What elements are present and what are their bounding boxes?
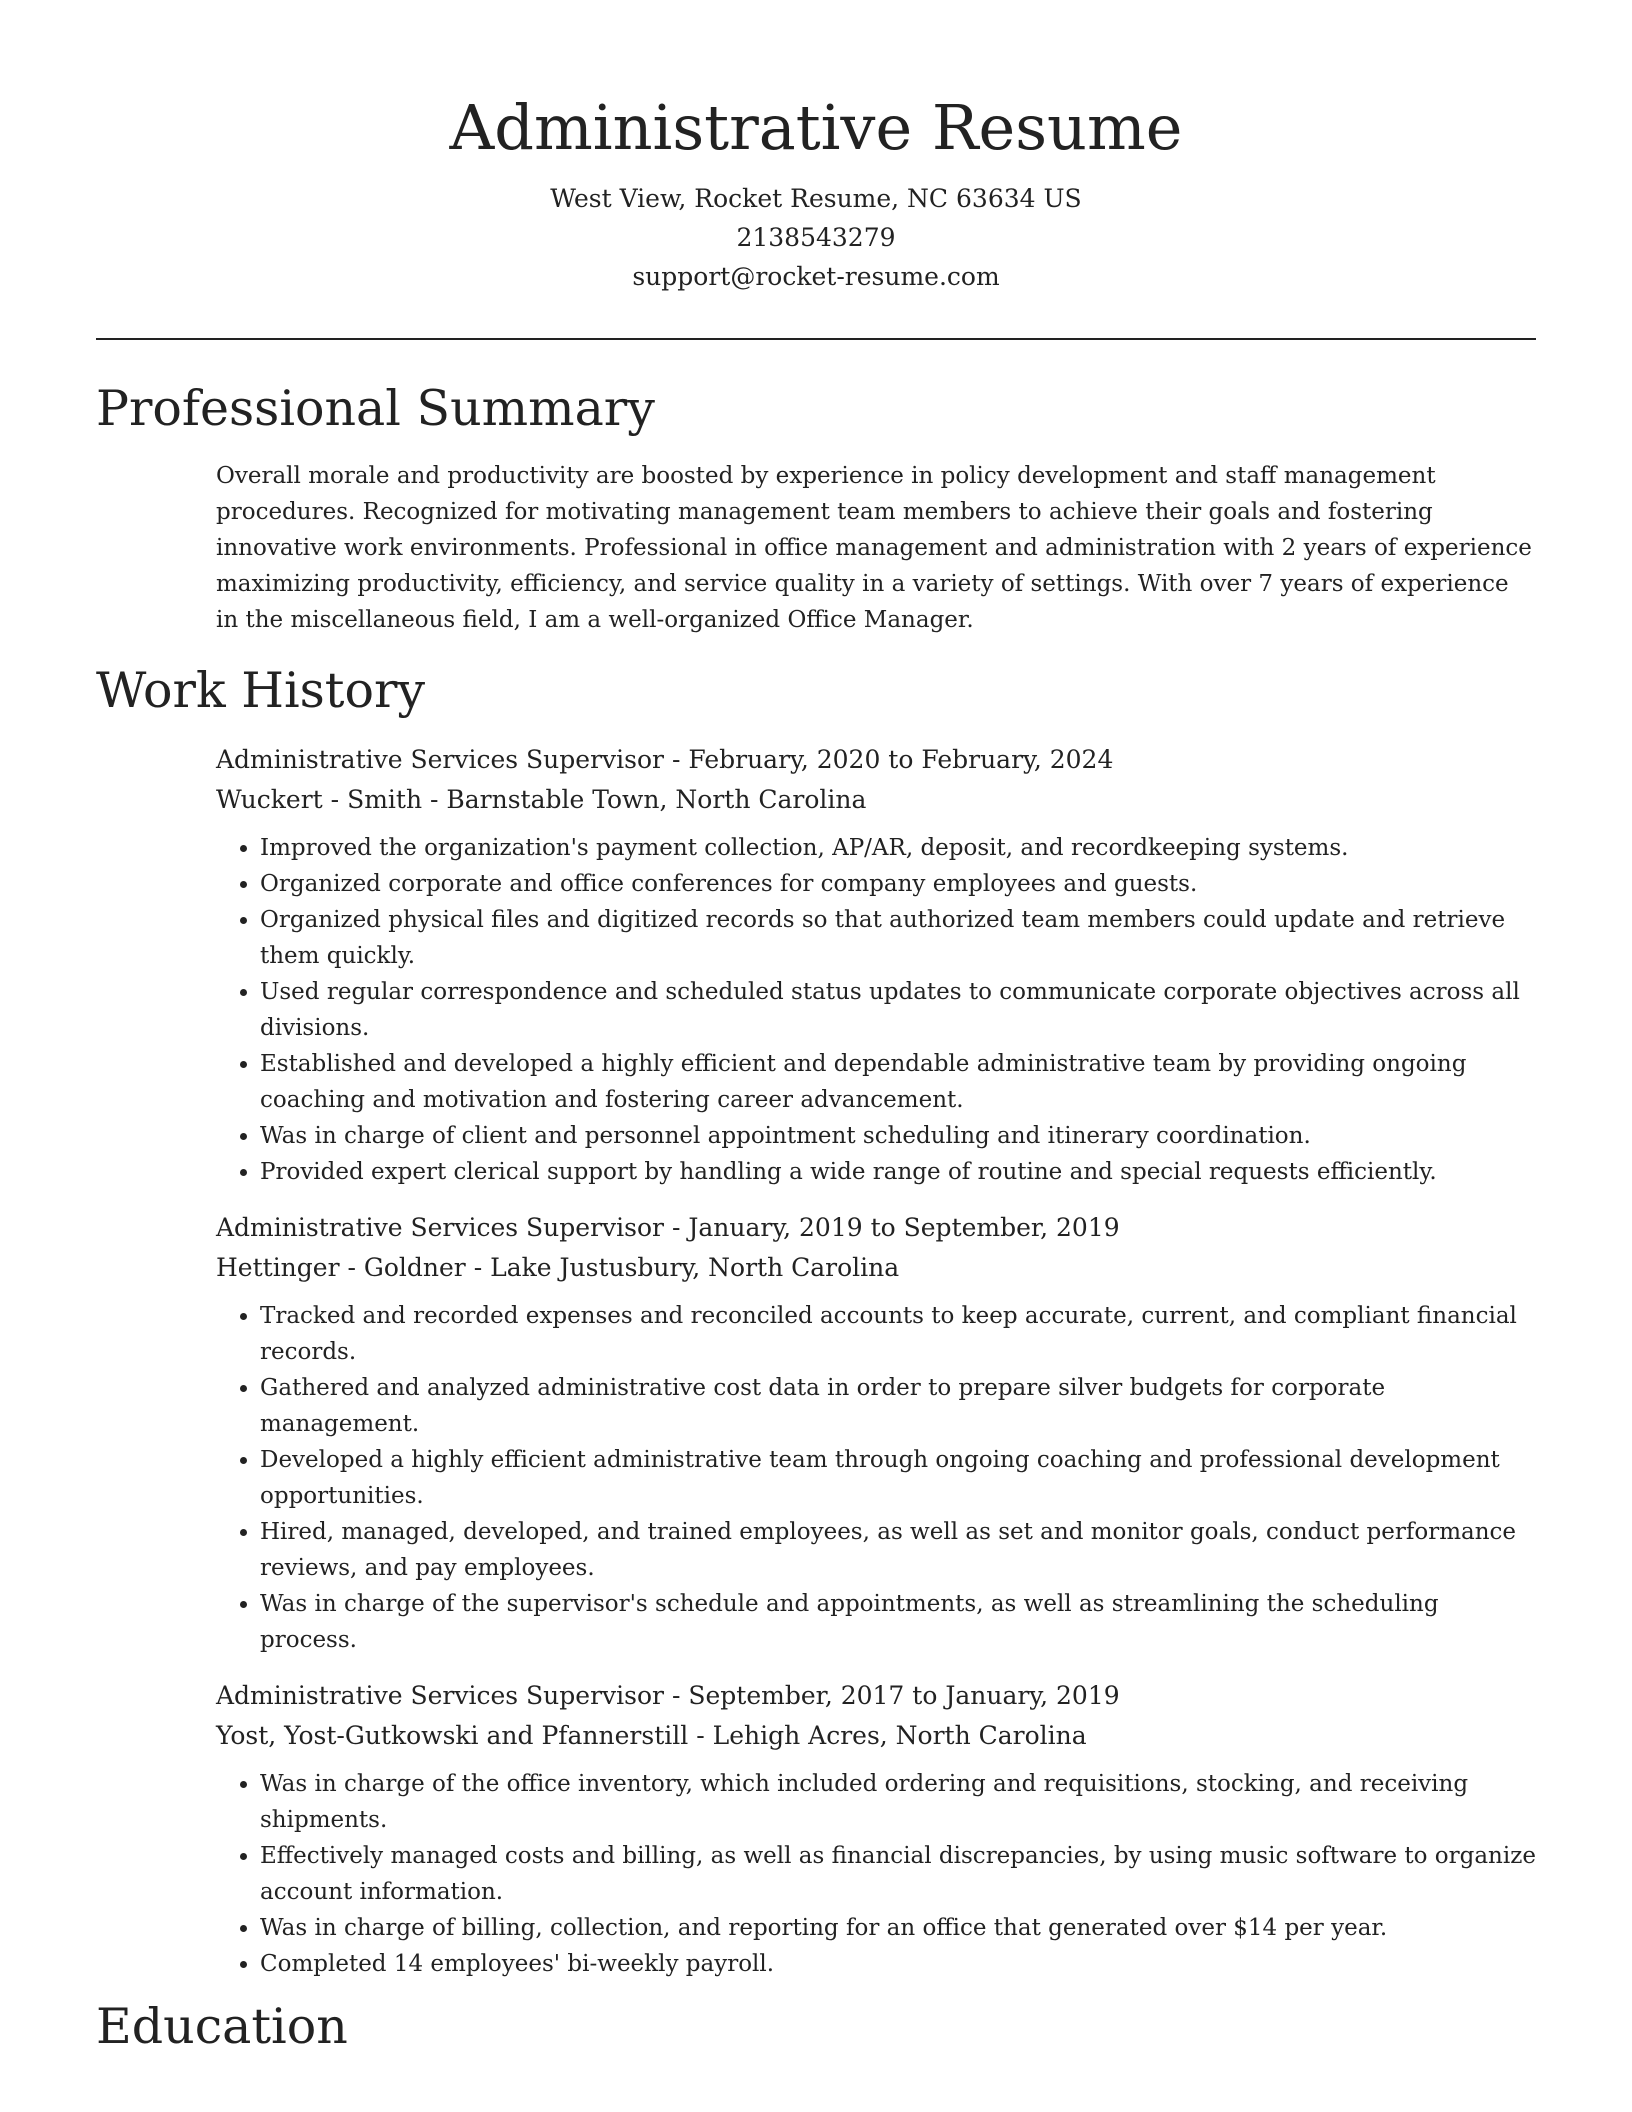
job-bullet: • Was in charge of billing, collection, and reporting for an office that generated over $14 per year. xyxy=(260,1910,1536,1946)
job-company-line: Hettinger - Goldner - Lake Justusbury, North Carolina xyxy=(216,1253,900,1282)
contact-info xyxy=(96,179,1536,296)
job-bullets xyxy=(216,1766,1536,1982)
job-entry xyxy=(216,740,1536,1190)
job-bullet: • Developed a highly efficient administrative team through ongoing coaching and professional development opportunities. xyxy=(260,1442,1536,1514)
job-location: Lehigh Acres, North Carolina xyxy=(712,1721,1087,1750)
job-bullets xyxy=(216,1298,1536,1658)
job-entry xyxy=(216,1676,1536,1982)
resume-header xyxy=(96,0,1536,296)
job-bullet: • Provided expert clerical support by handling a wide range of routine and special requests efficiently. xyxy=(260,1154,1536,1190)
job-bullet: • Was in charge of client and personnel appointment scheduling and itinerary coordination. xyxy=(260,1118,1536,1154)
job-bullet: • Organized physical files and digitized records so that authorized team members could update and retrieve them quickly. xyxy=(260,902,1536,974)
education-heading: Education xyxy=(96,1998,348,2055)
job-dates: January, 2019 to September, 2019 xyxy=(688,1213,1120,1242)
job-bullet: • Gathered and analyzed administrative cost data in order to prepare silver budgets for corporate management. xyxy=(260,1370,1536,1442)
job-company: Hettinger - Goldner xyxy=(216,1253,466,1282)
job-location: Barnstable Town, North Carolina xyxy=(446,785,867,814)
job-dates: September, 2017 to January, 2019 xyxy=(688,1681,1120,1710)
job-company: Wuckert - Smith xyxy=(216,785,423,814)
job-company-line: Yost, Yost-Gutkowski and Pfannerstill - Lehigh Acres, North Carolina xyxy=(216,1721,1087,1750)
job-bullet: • Was in charge of the office inventory, which included ordering and requisitions, stocking, and receiving shipments. xyxy=(260,1766,1536,1838)
contact-address: West View, Rocket Resume, NC 63634 US xyxy=(550,184,1082,213)
header-divider xyxy=(96,338,1536,340)
work-history-section xyxy=(96,740,1536,1982)
resume-title: Administrative Resume xyxy=(449,91,1183,164)
job-title-line: Administrative Services Supervisor - January, 2019 to September, 2019 xyxy=(216,1213,1120,1242)
job-entry xyxy=(216,1208,1536,1658)
job-bullet: • Established and developed a highly efficient and dependable administrative team by providing ongoing coaching and motivation and fostering career advancement. xyxy=(260,1046,1536,1118)
job-company-line: Wuckert - Smith - Barnstable Town, North Carolina xyxy=(216,785,867,814)
job-bullet: • Organized corporate and office conferences for company employees and guests. xyxy=(260,866,1536,902)
job-bullet: • Used regular correspondence and scheduled status updates to communicate corporate objectives across all divisions. xyxy=(260,974,1536,1046)
contact-email: support@rocket-resume.com xyxy=(632,262,1000,291)
contact-phone: 2138543279 xyxy=(736,223,896,252)
job-bullet: • Hired, managed, developed, and trained employees, as well as set and monitor goals, conduct performance reviews, and pay employees. xyxy=(260,1514,1536,1586)
job-bullets xyxy=(216,830,1536,1190)
work-history-heading: Work History xyxy=(96,662,426,719)
summary-text: Overall morale and productivity are boosted by experience in policy development and staff management procedures. Recognized for motivating management team members to achieve their goals and fostering innovative work environments. Professional in office management and administration with 2 years of experience maximizing productivity, efficiency, and service quality in a variety of settings. With over 7 years of experience in the miscellaneous field, I am a well-organized Office Manager. xyxy=(216,463,1532,633)
job-title: Administrative Services Supervisor xyxy=(216,1681,664,1710)
job-bullet: • Tracked and recorded expenses and reconciled accounts to keep accurate, current, and compliant financial records. xyxy=(260,1298,1536,1370)
summary-heading: Professional Summary xyxy=(96,380,655,437)
job-bullet: • Improved the organization's payment collection, AP/AR, deposit, and recordkeeping systems. xyxy=(260,830,1536,866)
job-dates: February, 2020 to February, 2024 xyxy=(688,745,1114,774)
job-location: Lake Justusbury, North Carolina xyxy=(490,1253,900,1282)
job-title: Administrative Services Supervisor xyxy=(216,745,664,774)
job-bullet: • Was in charge of the supervisor's schedule and appointments, as well as streamlining the scheduling process. xyxy=(260,1586,1536,1658)
summary-section xyxy=(96,458,1536,638)
job-title: Administrative Services Supervisor xyxy=(216,1213,664,1242)
job-title-line: Administrative Services Supervisor - September, 2017 to January, 2019 xyxy=(216,1681,1120,1710)
job-bullet: • Effectively managed costs and billing, as well as financial discrepancies, by using music software to organize account information. xyxy=(260,1838,1536,1910)
job-title-line: Administrative Services Supervisor - February, 2020 to February, 2024 xyxy=(216,745,1114,774)
job-company: Yost, Yost-Gutkowski and Pfannerstill xyxy=(216,1721,689,1750)
job-bullet: • Completed 14 employees' bi-weekly payroll. xyxy=(260,1946,1536,1982)
